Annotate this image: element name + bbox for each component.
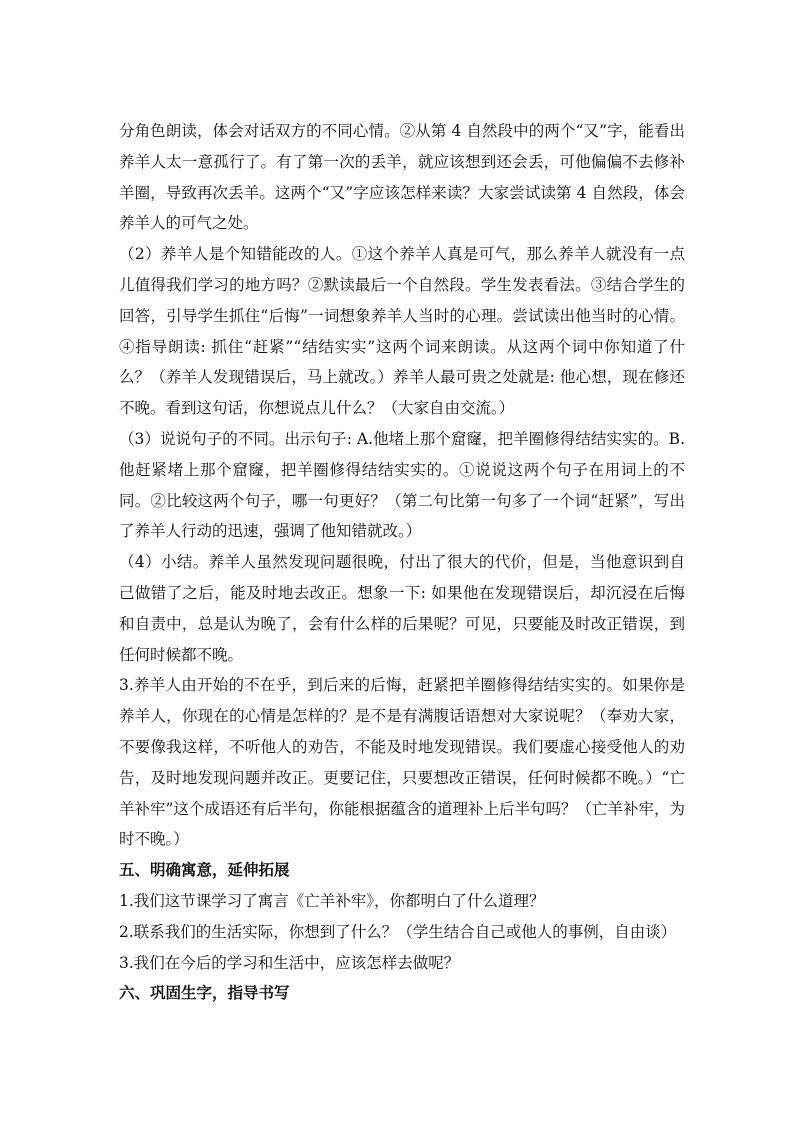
paragraph-item-3: 3.养羊人由开始的不在乎，到后来的后悔，赶紧把羊圈修得结结实实的。如果你是养羊人，你现在的心情是怎样的？是不是有满腹话语想对大家说呢？（奉劝大家，不要像我这样，不听他人的劝告，不能及时地发现错误。我们要虚心接受他人的劝告，及时地发现问题并改正。更要记住，只要想改正错误，任何时候都不晚。）“亡羊补牢”这个成语还有后半句，你能根据蕴含的道理补上后半句吗？（亡羊补牢，为时不晚。） xyxy=(119,676,685,849)
section-6-heading: 六、巩固生字，指导书写 xyxy=(119,983,290,1003)
section-5-heading: 五、明确寓意，延伸拓展 xyxy=(119,860,290,880)
section-5-item-2: 2.联系我们的生活实际，你想到了什么？（学生结合自己或他人的事例，自由谈） xyxy=(119,922,677,941)
paragraph-role-reading: 分角色朗读，体会对话双方的不同心情。②从第 4 自然段中的两个“又”字，能看出养羊人太一意孤行了。有了第一次的丢羊，就应该想到还会丢，可他偏偏不去修补羊圈，导致再次丢羊。这两个“又”字应该怎样来读？大家尝试读第 4 自然段，体会养羊人的可气之处。 xyxy=(119,122,685,233)
section-5-item-3: 3.我们在今后的学习和生活中，应该怎样去做呢？ xyxy=(119,953,460,972)
section-5-item-1: 1.我们这节课学习了寓言《亡羊补牢》，你都明白了什么道理？ xyxy=(119,891,545,910)
paragraph-point-4-summary: （4）小结。养羊人虽然发现问题很晚，付出了很大的代价，但是，当他意识到自己做错了之后，能及时地去改正。想象一下: 如果他在发现错误后，却沉浸在后悔和自责中，总是认为晚了，会有什么样的后果呢？可见，只要能及时改正错误，到任何时候都不晚。 xyxy=(119,553,685,664)
document-page xyxy=(119,116,685,1009)
paragraph-point-2: （2）养羊人是个知错能改的人。①这个养羊人真是可气，那么养羊人就没有一点儿值得我们学习的地方吗？②默读最后一个自然段。学生发表看法。③结合学生的回答，引导学生抓住“后悔”一词想象养羊人当时的心理。尝试读出他当时的心情。④指导朗读: 抓住“赶紧”“结结实实”这两个词来朗读。从这两个词中你知道了什么？（养羊人发现错误后，马上就改。）养羊人最可贵之处就是: 他心想，现在修还不晚。看到这句话，你想说点儿什么？（大家自由交流。） xyxy=(119,245,685,418)
paragraph-point-3: （3）说说句子的不同。出示句子: A.他堵上那个窟窿，把羊圈修得结结实实的。B.他赶紧堵上那个窟窿，把羊圈修得结结实实的。①说说这两个句子在用词上的不同。②比较这两个句子，哪一句更好？（第二句比第一句多了一个词“赶紧”，写出了养羊人行动的迅速，强调了他知错就改。） xyxy=(119,429,685,541)
